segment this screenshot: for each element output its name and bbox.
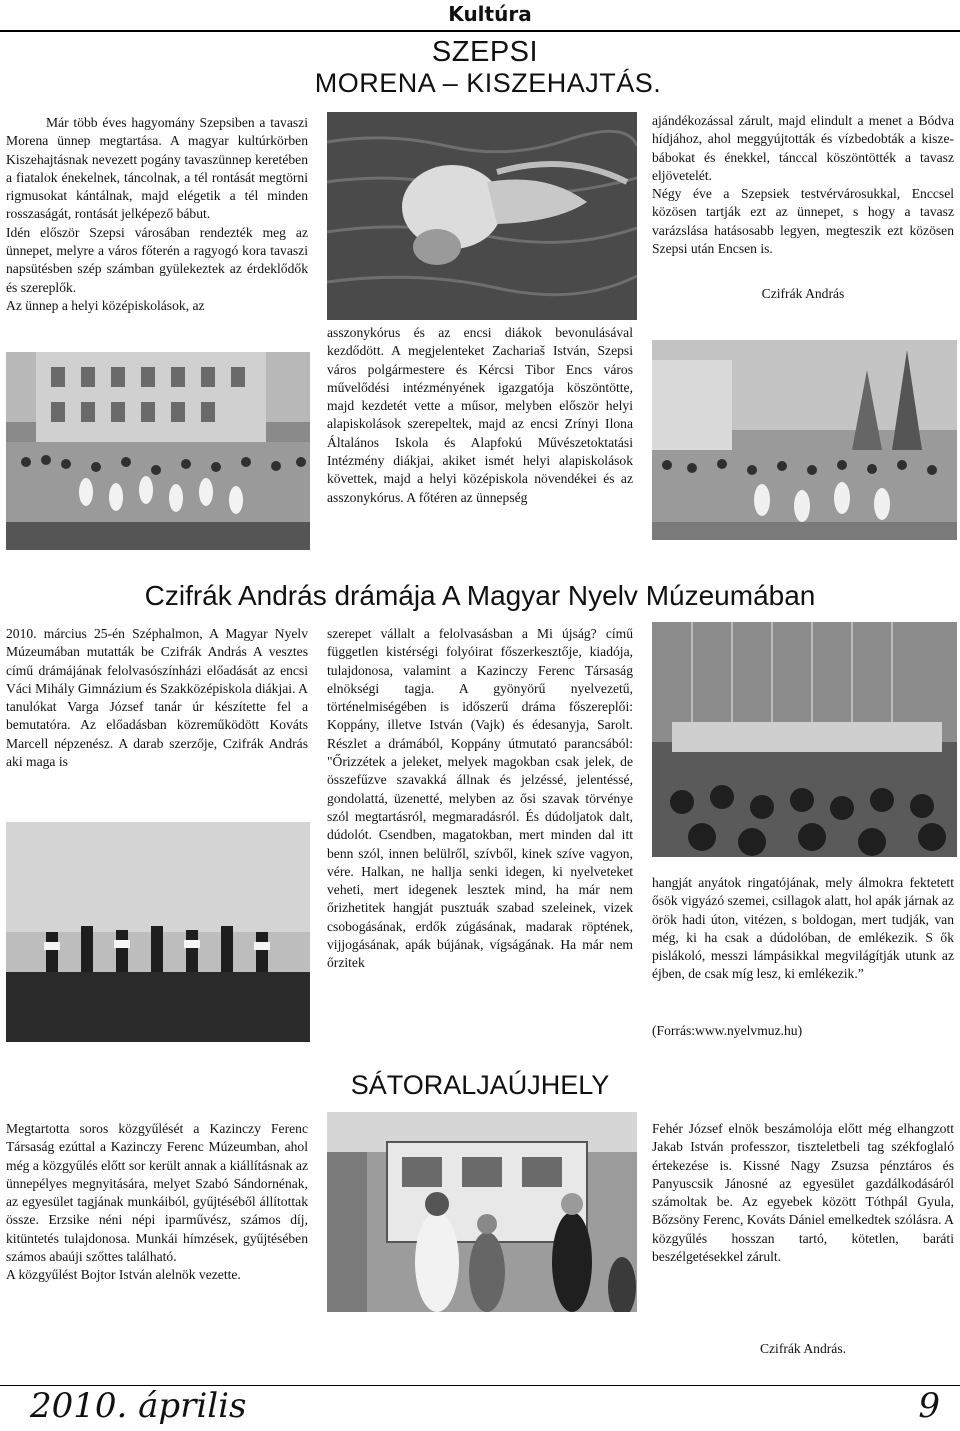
photo-morena-water: [327, 112, 637, 320]
satoralja-col3-p1: Fehér József elnök beszámolója előtt még elhangzott Jakab István professzor, tiszteletbeli tag székfoglaló értekezése is. Kissné Nagy Zsuzsa pénztáros és Panyuscsik Jánosné az egyesület gazdálkodásáról számoltak be. Az egyebek között Tóthpál Gyula, Bőzsöny Ferenc, Kováts Dániel emelkedtek szólásra. A közgyűlés hosszan tartó, kötetlen, baráti beszélgetésekkel zárult.: [652, 1121, 954, 1265]
drama-col2-p1: szerepet vállalt a felolvasásban a Mi újság? című független kistérségi folyóirat főszerkesztője, kiadója, tulajdonosa, valamint a Kazinczy Ferenc Társaság elnökségi tagja. A gyönyörű nyelvezetű, történelmiségében is időszerű dráma főszereplői: Koppány, illetve István (Vajk) és édesanyja, Sarolt. Részlet a drámából, Koppány útmutató parancsából: "Őrizzétek a jeleket, melyek magokban csak jelek, de összefűzve szavakká állnak és jelzéssé, jelentéssé, gondolattá, üzenetté, melyben az ősi szavak törvénye szól megtartásról, megmaradásról. És dúdoljatok dalt, dúdolót. Csendben, magatokban, mert minden dal itt benn szól, innen belülről, szívből, kinek szíve vagyon, vére. Halkan, ne hallja senki idegen, ki nyelveteket veheti, mert idegenek lesztek mind, ha már nem őrizhetitek hangját pusztuák szabad szeleinek, vizek csobogásának, erdők zúgásának, madarak röptének, vijjogásának, apák bújának, vígságának. Ha már nem őrzitek: [327, 626, 633, 971]
drama-col3: [652, 874, 954, 984]
photo-szepsi-dance: [652, 340, 957, 540]
photo-drama-audience: [652, 622, 957, 857]
drama-title: Czifrák András drámája A Magyar Nyelv Múzeumában: [144, 580, 816, 611]
satoralja-author: Czifrák András.: [759, 1341, 847, 1356]
satoralja-col3: [652, 1120, 954, 1266]
szepsi-title-line1: SZEPSI: [431, 36, 539, 68]
satoralja-title: SÁTORALJAÚJHELY: [350, 1070, 610, 1100]
drama-col2: [327, 625, 633, 973]
szepsi-col2: [327, 324, 633, 507]
szepsi-col1-p3: Az ünnep a helyi középiskolások, az: [6, 297, 205, 313]
footer-date: 2010. április: [30, 1386, 247, 1426]
drama-source: (Forrás:www.nyelvmuz.hu): [652, 1023, 803, 1038]
szepsi-col3-p1: ajándékozással zárult, majd elindult a menet a Bódva hídjához, ahol meggyújtották és vízbedobták a kisze-bábokat és énekkel, tánccal köszöntötték a tavasz eljövetelét.: [652, 113, 954, 183]
satoralja-col1-p1: Megtartotta soros közgyűlését a Kazinczy Ferenc Társaság ezúttal a Kazinczy Ferenc Múzeumban, ahol még a közgyűlés előtt sor került annak a kiállításnak az ünnepélyes megnyitására, melyet Szabó Sándornénak, az egyesület tagjának munkáiból, gyűjtéséből állítottak össze. Erzsike néni népi iparművész, számos díj, kitüntetés tulajdonosa. Munkái hímzések, gyűjtésében számos abaúji szőttes található.: [6, 1121, 308, 1265]
satoralja-col1: [6, 1120, 308, 1285]
page-number: 9: [918, 1386, 940, 1426]
szepsi-col3: [652, 112, 954, 258]
photo-szepsi-square: [6, 352, 310, 550]
szepsi-col3-p2: Négy éve a Szepsiek testvérvárosukkal, Enccsel közösen tartják ezt az ünnepet, s hogy a tavasz varázslása hatásosabb legyen, megteszik ezt közösen Szepsi után Encsen is.: [652, 186, 954, 257]
szepsi-col1-p2: Idén először Szepsi városában rendezték meg az ünnepet, melyre a város főterén a ragyogó kora tavaszi napsütésben szép számban gyülekeztek az érdeklődők és szereplők.: [6, 224, 308, 295]
szepsi-col1: [6, 114, 308, 315]
drama-col3-p1: hangját anyátok ringatójának, mely álmokra fektetett ősök vigyázó szemei, csillagok alatt, hol apák járnak az örök hadi úton, vitézen, s boldogan, mert tudják, van még, ki ha csak a dúdolóban, de emlékezik. S ők pislákoló, messzi lámpásikkal megvilágítják utunk az éjben, de csak míg lesz, ki emlékezik.”: [652, 875, 954, 982]
satoralja-col1-p2: A közgyűlést Bojtor István alelnök vezette.: [6, 1267, 241, 1283]
szepsi-col2-p1: asszonykórus és az encsi diákok bevonulásával kezdődött. A megjelenteket Zachariaš István, Szepsi város polgármestere és Kércsi Tibor Encs város művelődési intézményének igazgatója köszöntötte, majd kezdetét vette a műsor, melyben először helyi alapiskolások szerepeltek, majd az encsi Zrínyi Ilona Általános Iskola és Alapfokú Művészetoktatási Intézmény diákjai, akiket ismét helyi alapiskolások követtek, majd a helyi középiskola növendékei és az asszonykórus. A főtéren az ünnepség: [327, 325, 633, 505]
section-title: Kultúra: [448, 2, 532, 26]
szepsi-title-line2: MORENA – KISZEHAJTÁS.: [314, 68, 662, 98]
drama-col1-p1: 2010. március 25-én Széphalmon, A Magyar Nyelv Múzeumában mutatták be Czifrák András A vesztes című drámájának felolvasószínházi előadását az encsi Váci Mihály Gimnázium és Szakközépiskola diákjai. A tanulókat Varga József tanár úr készítette fel a bemutatóra. Az előadásban közreműködött Kováts Marcell népzenész. A darab szerzője, Czifrák András aki maga is: [6, 626, 308, 770]
header-rule: [0, 30, 960, 32]
szepsi-col1-p1: Már több éves hagyomány Szepsiben a tavaszi Morena ünnep megtartása. A magyar kultúrkörben Kiszehajtásnak nevezett pogány tavaszünnep keretében a fiatalok énekelnek, táncolnak, a tél rontását megtörni rigmusokat kántálnak, majd elégetik a tél minden rosszaságát, rontását jelképező bábut.: [6, 115, 308, 222]
photo-exhibition: [327, 1112, 637, 1312]
szepsi-author: Czifrák András: [761, 286, 845, 301]
photo-drama-stage: [6, 822, 310, 1042]
drama-col1: [6, 625, 308, 771]
